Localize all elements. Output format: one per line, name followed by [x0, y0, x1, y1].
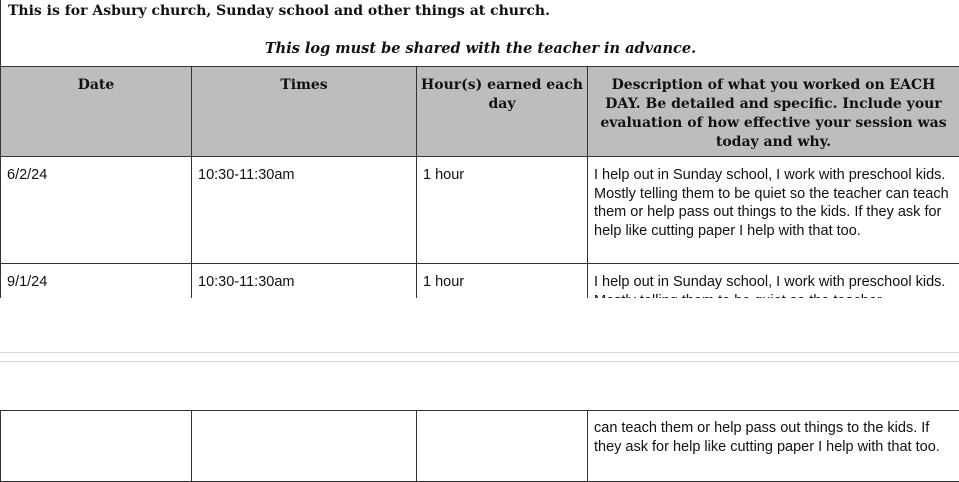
cell-times: 10:30-11:30am: [192, 157, 417, 264]
cell-hours: 1 hour: [417, 157, 588, 264]
page-break-line: [0, 352, 959, 353]
table-header-row: [1, 67, 959, 157]
cell-hours: 1 hour: [417, 264, 588, 316]
intro-section: [0, 0, 959, 66]
volunteer-log-table: [0, 66, 959, 316]
cell-times: [192, 411, 417, 482]
cell-date: [1, 411, 192, 482]
cell-date: 6/2/24: [1, 157, 192, 264]
cell-description: can teach them or help pass out things to the kids. If they ask for help like cutting paper I help with that too.: [588, 411, 959, 482]
header-description: Description of what you worked on EACH DAY. Be detailed and specific. Include your evaluation of how effective your session was today and why.: [588, 67, 959, 157]
intro-text: This is for Asbury church, Sunday school and other things at church.: [8, 3, 550, 19]
cell-description: I help out in Sunday school, I work with preschool kids. Mostly telling them to be quiet so the teacher can teach them or help pass out things to the kids. If they ask for help like cutting paper I help with that too.: [588, 157, 959, 264]
header-hours: Hour(s) earned each day: [417, 67, 588, 157]
volunteer-log-table-continued: [0, 410, 959, 482]
cell-date: 9/1/24: [1, 264, 192, 316]
header-date: Date: [1, 67, 192, 157]
page-break: [0, 298, 959, 410]
cell-times: 10:30-11:30am: [192, 264, 417, 316]
cell-hours: [417, 411, 588, 482]
cell-description: I help out in Sunday school, I work with preschool kids.: [588, 264, 959, 316]
table-row: [1, 157, 959, 264]
sharing-note: This log must be shared with the teacher in advance.: [1, 40, 959, 57]
page-break-line: [0, 361, 959, 362]
header-times: Times: [192, 67, 417, 157]
table-row: [1, 411, 959, 482]
